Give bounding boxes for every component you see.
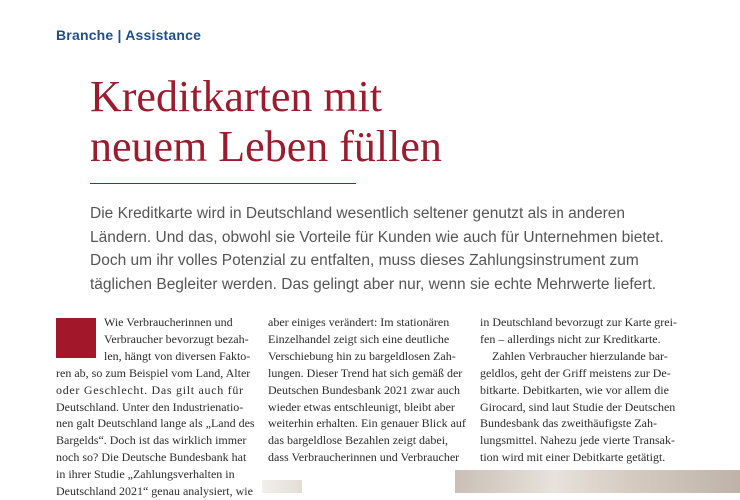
body-line: in ihrer Studie „Zahlungsverhalten in	[56, 467, 235, 482]
body-line: wieder etwas entschleunigt, bleibt aber	[268, 399, 455, 414]
section-label: Branche | Assistance	[56, 27, 202, 43]
title-divider	[90, 183, 356, 184]
body-line: Deutschland. Unter den Industrienatio-	[56, 399, 244, 414]
article-photo	[455, 470, 740, 493]
lead-line: Ländern. Und das, obwohl sie Vorteile für Kunden wie auch für Unternehmen bietet.	[90, 228, 664, 246]
body-column-2	[268, 314, 464, 466]
body-line: tion wird mit einer Debitkarte getätigt.	[480, 450, 666, 465]
body-line: dass Verbraucherinnen und Verbraucher	[268, 450, 460, 465]
body-line: nen galt Deutschland lange als „Land des	[56, 416, 255, 431]
title-line: Kreditkarten mit	[90, 72, 383, 121]
body-line: aber einiges verändert: Im stationären	[268, 315, 450, 329]
article-title	[90, 72, 650, 172]
body-column-3	[480, 314, 680, 466]
body-line: lungsmittel. Nahezu jede vierte Transak-	[480, 433, 675, 448]
photo-fragment	[262, 480, 302, 493]
body-line: das bargeldlose Bezahlen zeigt dabei,	[268, 433, 449, 448]
body-line: Wie Verbraucherinnen und	[104, 315, 233, 329]
body-line: Bargelds“. Doch ist das wirklich immer	[56, 433, 247, 448]
body-line: len, hängt von diversen Fakto-	[104, 348, 251, 363]
body-line: Zahlen Verbraucher hierzulande bar-	[492, 348, 668, 363]
body-line: Deutschen Bundesbank 2021 zwar auch	[268, 382, 460, 397]
body-line: Girocard, sind laut Studie der Deutschen	[480, 399, 676, 414]
body-column-1	[56, 314, 255, 500]
body-line: weiterhin erhalten. Ein genauer Blick auf	[268, 416, 466, 431]
body-line: Bundesbank das zweithäufigste Zah-	[480, 416, 657, 431]
body-line: lungen. Dieser Trend hat sich gemäß der	[268, 365, 463, 380]
article-lead	[90, 202, 710, 296]
title-line: neuem Leben füllen	[90, 122, 442, 171]
body-line: geldlos, geht der Griff meistens zur De-	[480, 365, 671, 380]
body-line: oder Geschlecht. Das gilt auch für	[56, 382, 244, 397]
body-line: noch so? Die Deutsche Bundesbank hat	[56, 450, 247, 465]
body-line: Deutschland 2021“ genau analysiert, wie	[56, 484, 253, 499]
body-line: fen – allerdings nicht zur Kreditkarte.	[480, 331, 661, 346]
body-line: bitkarte. Debitkarten, wie vor allem die	[480, 382, 669, 397]
lead-line: Doch um ihr volles Potenzial zu entfalten, muss dieses Zahlungsinstrument zum	[90, 252, 639, 269]
body-line: Verschiebung hin zu bargeldlosen Zah-	[268, 348, 456, 363]
body-line: Verbraucher bevorzugt bezah-	[104, 331, 249, 346]
lead-line: täglichen Begleiter werden. Das gelingt aber nur, wenn sie echte Mehrwerte liefert.	[90, 275, 657, 293]
body-line: ren ab, so zum Beispiel vom Land, Alter	[56, 365, 251, 380]
body-line: Einzelhandel zeigt sich eine deutliche	[268, 331, 450, 346]
lead-line: Die Kreditkarte wird in Deutschland wesentlich seltener genutzt als in anderen	[90, 205, 626, 222]
body-line: in Deutschland bevorzugt zur Karte grei-	[480, 315, 677, 329]
